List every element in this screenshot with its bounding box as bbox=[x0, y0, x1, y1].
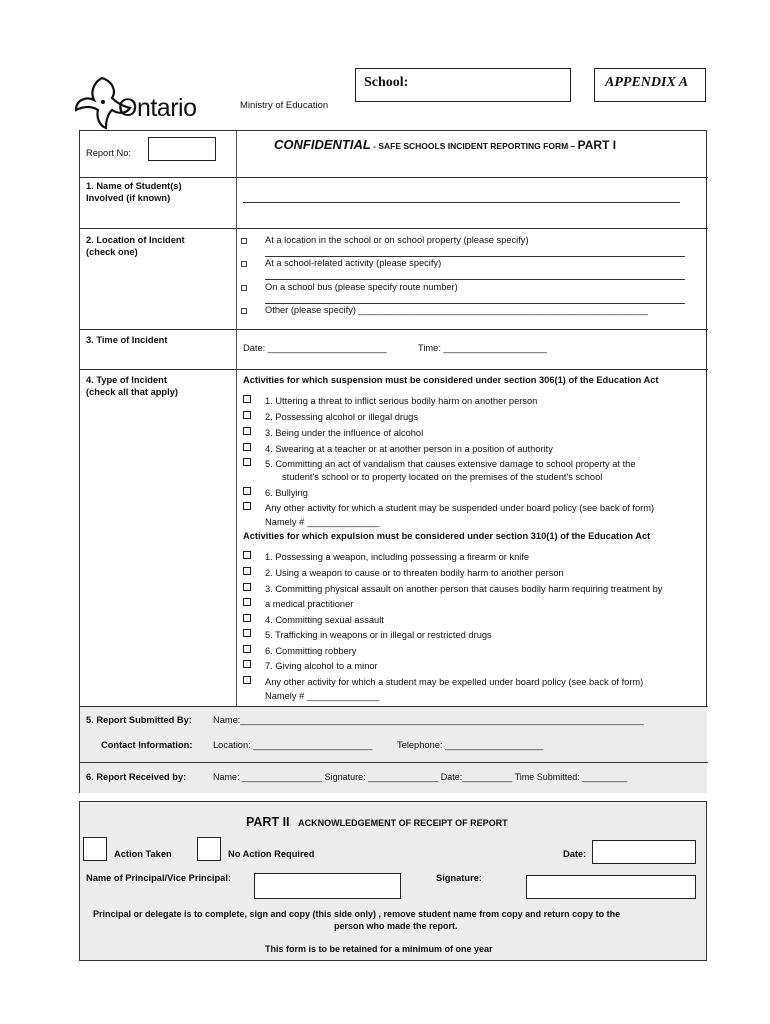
incident-time-field[interactable]: Time: ____________________ bbox=[418, 343, 547, 353]
principal-name-input[interactable] bbox=[254, 873, 401, 899]
expulsion-checkbox[interactable] bbox=[243, 676, 251, 684]
suspension-checkbox[interactable] bbox=[243, 411, 251, 419]
expulsion-header: Activities for which expulsion must be considered under section 310(1) of the Education Act bbox=[243, 531, 651, 541]
no-action-checkbox[interactable] bbox=[197, 837, 221, 861]
expulsion-item: 5. Trafficking in weapons or in illegal or restricted drugs bbox=[265, 630, 492, 640]
suspension-checkbox[interactable] bbox=[243, 395, 251, 403]
form-title: - SAFE SCHOOLS INCIDENT REPORTING FORM – bbox=[370, 141, 578, 151]
expulsion-checkbox[interactable] bbox=[243, 567, 251, 575]
expulsion-item: 3. Committing physical assault on another person that causes bodily harm requiring treatment by bbox=[265, 584, 663, 594]
suspension-item: 4. Swearing at a teacher or at another person in a position of authority bbox=[265, 444, 553, 454]
instructions-line-2: person who made the report. bbox=[334, 921, 458, 931]
suspension-item: Any other activity for which a student may be suspended under board policy (see back of form) bbox=[265, 503, 655, 513]
location-checkbox[interactable] bbox=[241, 285, 247, 291]
contact-telephone-field[interactable]: Telephone: ___________________ bbox=[397, 740, 544, 750]
q5-label: 5. Report Submitted By: bbox=[86, 715, 192, 725]
ack-signature-input[interactable] bbox=[526, 875, 696, 899]
row-divider bbox=[80, 228, 708, 229]
q6-label: 6. Report Received by: bbox=[86, 772, 187, 782]
contact-label: Contact Information: bbox=[101, 740, 193, 750]
report-no-input[interactable] bbox=[148, 137, 216, 161]
suspension-header: Activities for which suspension must be considered under section 306(1) of the Education Act bbox=[243, 375, 659, 385]
part-label: PART I bbox=[577, 138, 617, 152]
part2-title bbox=[246, 815, 508, 829]
expulsion-item: 4. Committing sexual assault bbox=[265, 615, 384, 625]
expulsion-namely-field[interactable]: Namely # ______________ bbox=[265, 691, 380, 701]
student-name-line[interactable] bbox=[243, 202, 680, 203]
expulsion-checkbox[interactable] bbox=[243, 598, 251, 606]
q1-sublabel: Involved (if known) bbox=[86, 193, 171, 203]
ack-signature-label: Signature: bbox=[436, 873, 482, 883]
suspension-item: 1. Uttering a threat to inflict serious bodily harm on another person bbox=[265, 396, 538, 406]
part2-subtitle: ACKNOWLEDGEMENT OF RECEIPT OF REPORT bbox=[298, 818, 508, 828]
expulsion-checkbox[interactable] bbox=[243, 551, 251, 559]
location-specify-line[interactable] bbox=[265, 303, 685, 304]
principal-label: Name of Principal/Vice Principal: bbox=[86, 873, 232, 883]
suspension-namely-field[interactable]: Namely # ______________ bbox=[265, 517, 380, 527]
suspension-checkbox[interactable] bbox=[243, 502, 251, 510]
incident-date-field[interactable]: Date: _______________________ bbox=[243, 343, 387, 353]
school-label: School: bbox=[364, 75, 409, 90]
expulsion-checkbox[interactable] bbox=[243, 614, 251, 622]
row-divider bbox=[80, 369, 708, 370]
ontario-logo bbox=[72, 72, 222, 132]
instructions-line-1: Principal or delegate is to complete, sign and copy (this side only) , remove student name from copy and return copy to the bbox=[93, 909, 621, 919]
suspension-checkbox[interactable] bbox=[243, 487, 251, 495]
action-taken-label: Action Taken bbox=[114, 849, 172, 859]
q2-label: 2. Location of Incident bbox=[86, 235, 185, 245]
appendix-box bbox=[594, 68, 706, 102]
part2-label: PART II bbox=[246, 815, 290, 829]
suspension-item: 3. Being under the influence of alcohol bbox=[265, 428, 424, 438]
suspension-item-cont: student's school or to property located on the premises of the student's school bbox=[282, 472, 603, 482]
location-option: On a school bus (please specify route number) bbox=[265, 282, 458, 292]
received-fields[interactable]: Name: ________________ Signature: ______________ Date:__________ Time Submitted: _________ bbox=[213, 772, 628, 782]
expulsion-item: 1. Possessing a weapon, including possessing a firearm or knife bbox=[265, 552, 530, 562]
no-action-label: No Action Required bbox=[228, 849, 315, 859]
expulsion-checkbox[interactable] bbox=[243, 645, 251, 653]
appendix-label: APPENDIX A bbox=[605, 75, 689, 90]
suspension-item: 6. Bullying bbox=[265, 488, 308, 498]
ministry-name: Ministry of Education bbox=[240, 100, 329, 111]
q2-sublabel: (check one) bbox=[86, 247, 138, 257]
report-no-label: Report No: bbox=[86, 148, 131, 158]
expulsion-checkbox[interactable] bbox=[243, 583, 251, 591]
expulsion-item: Any other activity for which a student may be expelled under board policy (see back of form) bbox=[265, 677, 644, 687]
school-field[interactable] bbox=[355, 68, 571, 102]
location-option: At a school-related activity (please specify) bbox=[265, 258, 442, 268]
location-checkbox[interactable] bbox=[241, 308, 247, 314]
q4-label: 4. Type of Incident bbox=[86, 375, 167, 385]
retention-note: This form is to be retained for a minimum of one year bbox=[265, 944, 493, 954]
expulsion-item-cont: a medical practitioner bbox=[265, 599, 354, 609]
suspension-checkbox[interactable] bbox=[243, 458, 251, 466]
submitter-name-field[interactable]: Name:______________________________________________________________________________ bbox=[213, 715, 644, 725]
contact-location-field[interactable]: Location: _______________________ bbox=[213, 740, 373, 750]
location-option: At a location in the school or on school property (please specify) bbox=[265, 235, 529, 245]
ack-date-input[interactable] bbox=[592, 840, 696, 864]
column-divider bbox=[236, 131, 237, 706]
q1-label: 1. Name of Student(s) bbox=[86, 181, 182, 191]
row-divider bbox=[80, 329, 708, 330]
expulsion-checkbox[interactable] bbox=[243, 629, 251, 637]
expulsion-item: 7. Giving alcohol to a minor bbox=[265, 661, 378, 671]
expulsion-item: 2. Using a weapon to cause or to threaten bodily harm to another person bbox=[265, 568, 564, 578]
location-specify-line[interactable] bbox=[265, 279, 685, 280]
action-taken-checkbox[interactable] bbox=[83, 837, 107, 861]
q4-sublabel: (check all that apply) bbox=[86, 387, 178, 397]
expulsion-checkbox[interactable] bbox=[243, 660, 251, 668]
location-checkbox[interactable] bbox=[241, 238, 247, 244]
suspension-checkbox[interactable] bbox=[243, 427, 251, 435]
q3-label: 3. Time of Incident bbox=[86, 335, 168, 345]
suspension-item: 5. Committing an act of vandalism that causes extensive damage to school property at the bbox=[265, 459, 636, 469]
location-checkbox[interactable] bbox=[241, 261, 247, 267]
location-option: Other (please specify) ________________________________________________________ bbox=[265, 305, 649, 315]
row-divider bbox=[80, 177, 708, 178]
expulsion-item: 6. Committing robbery bbox=[265, 646, 357, 656]
suspension-item: 2. Possessing alcohol or illegal drugs bbox=[265, 412, 418, 422]
part1-title bbox=[274, 137, 616, 152]
confidential-label: CONFIDENTIAL bbox=[274, 137, 371, 152]
location-specify-line[interactable] bbox=[265, 256, 685, 257]
logo-text: Ontario bbox=[118, 94, 197, 122]
suspension-checkbox[interactable] bbox=[243, 443, 251, 451]
ack-date-label: Date: bbox=[563, 849, 587, 859]
